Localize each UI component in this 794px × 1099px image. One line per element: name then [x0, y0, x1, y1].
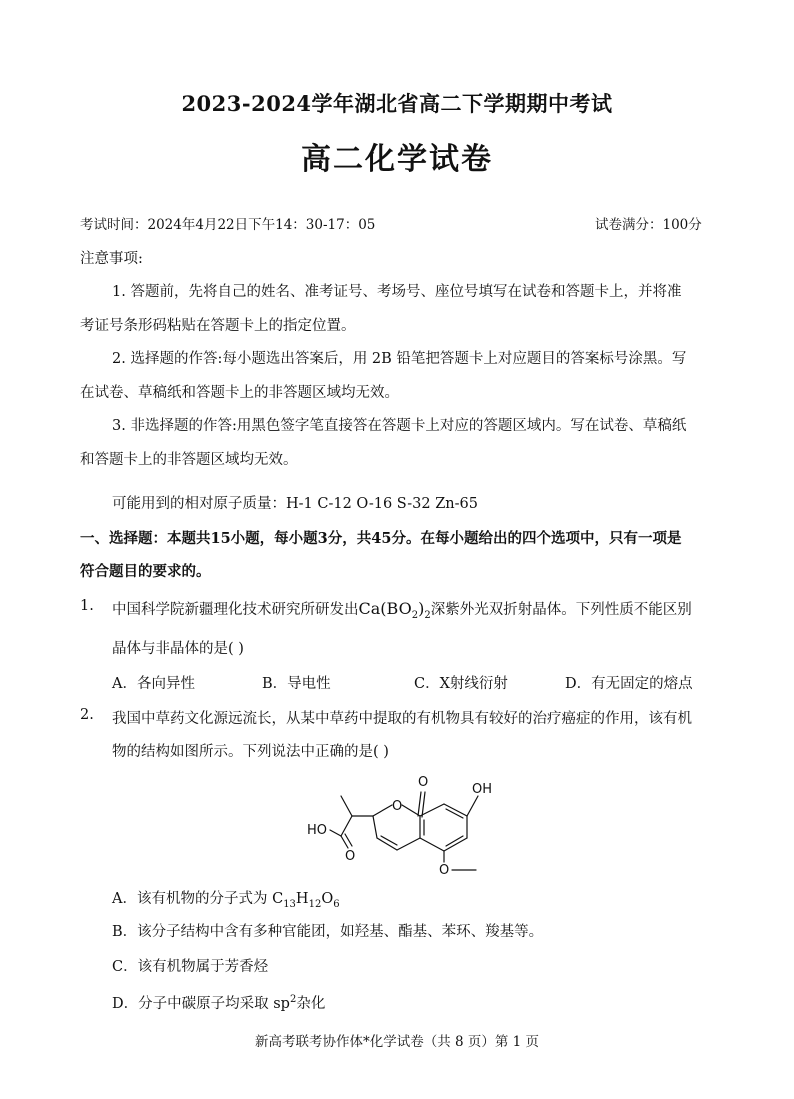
molecular-structure-diagram: [300, 762, 500, 882]
note-1-line-1: 1. 答题前，先将自己的姓名、准考证号、考场号、座位号填写在试卷和答题卡上，并将准: [112, 284, 682, 300]
question-2-option-b: B．该分子结构中含有多种官能团，如羟基、酯基、苯环、羧基等。: [112, 924, 544, 940]
chemical-formula: $Ca(BO_2)_2$: [358, 599, 431, 622]
note-2-line-2: 在试卷、草稿纸和答题卡上的非答题区域均无效。: [80, 385, 399, 401]
full-score: 试卷满分：100分: [595, 217, 702, 233]
question-1-option-a: A．各向异性: [112, 676, 195, 692]
question-2-line-2: 物的结构如图所示。下列说法中正确的是( ): [112, 744, 389, 760]
question-1-number: 1.: [80, 598, 94, 614]
section-1-heading-line-2: 符合题目的要求的。: [80, 563, 211, 580]
exam-time: 考试时间：2024年4月22日下午14：30-17：05: [80, 217, 376, 233]
question-2-option-c: C．该有机物属于芳香烃: [112, 959, 269, 975]
note-2-line-1: 2. 选择题的作答:每小题选出答案后，用 2B 铅笔把答题卡上对应题目的答案标号涂黑。写: [112, 351, 687, 367]
note-1-line-2: 考证号条形码粘贴在答题卡上的指定位置。: [80, 318, 356, 334]
structure-label-ring-o: O: [392, 799, 403, 814]
question-1-option-c: C．X射线衍射: [414, 676, 508, 692]
notes-heading: 注意事项:: [80, 251, 143, 267]
section-1-heading-line-1: 一、选择题：本题共15小题，每小题3分，共45分。在每小题给出的四个选项中，只有一项是: [80, 530, 682, 547]
exam-title: 2023-2024学年湖北省高二下学期期中考试: [181, 91, 613, 116]
question-1-option-d: D．有无固定的熔点: [565, 676, 693, 692]
question-1-line-1: 中国科学院新疆理化技术研究所研发出$Ca(BO_2)_2$深紫外光双折射晶体。下列性质不能区别: [112, 599, 692, 622]
structure-label-o-acid: O: [345, 849, 356, 864]
structure-label-o-top: O: [418, 775, 429, 790]
question-2-option-d: D．分子中碳原子均采取 $sp^2$杂化: [112, 994, 326, 1012]
structure-label-oh: OH: [472, 782, 493, 797]
question-2-number: 2.: [80, 707, 94, 723]
question-1-option-b: B．导电性: [262, 676, 331, 692]
page-footer: 新高考联考协作体*化学试卷（共 8 页）第 1 页: [254, 1034, 540, 1050]
question-2-option-a: A．该有机物的分子式为 $C_{13}H_{12}O_6$: [112, 891, 340, 910]
note-3-line-1: 3. 非选择题的作答:用黑色签字笔直接答在答题卡上对应的答题区域内。写在试卷、草稿纸: [112, 418, 687, 434]
question-1-line-2: 晶体与非晶体的是( ): [112, 641, 244, 657]
note-3-line-2: 和答题卡上的非答题区域均无效。: [80, 452, 298, 468]
structure-label-o-methoxy: O: [439, 863, 450, 878]
structure-label-ho: HO: [307, 823, 328, 838]
atomic-masses: 可能用到的相对原子质量：H-1 C-12 O-16 S-32 Zn-65: [112, 496, 478, 512]
subject-title: 高二化学试卷: [301, 142, 493, 177]
question-2-line-1: 我国中草药文化源远流长，从某中草药中提取的有机物具有较好的治疗癌症的作用，该有机: [112, 711, 692, 727]
